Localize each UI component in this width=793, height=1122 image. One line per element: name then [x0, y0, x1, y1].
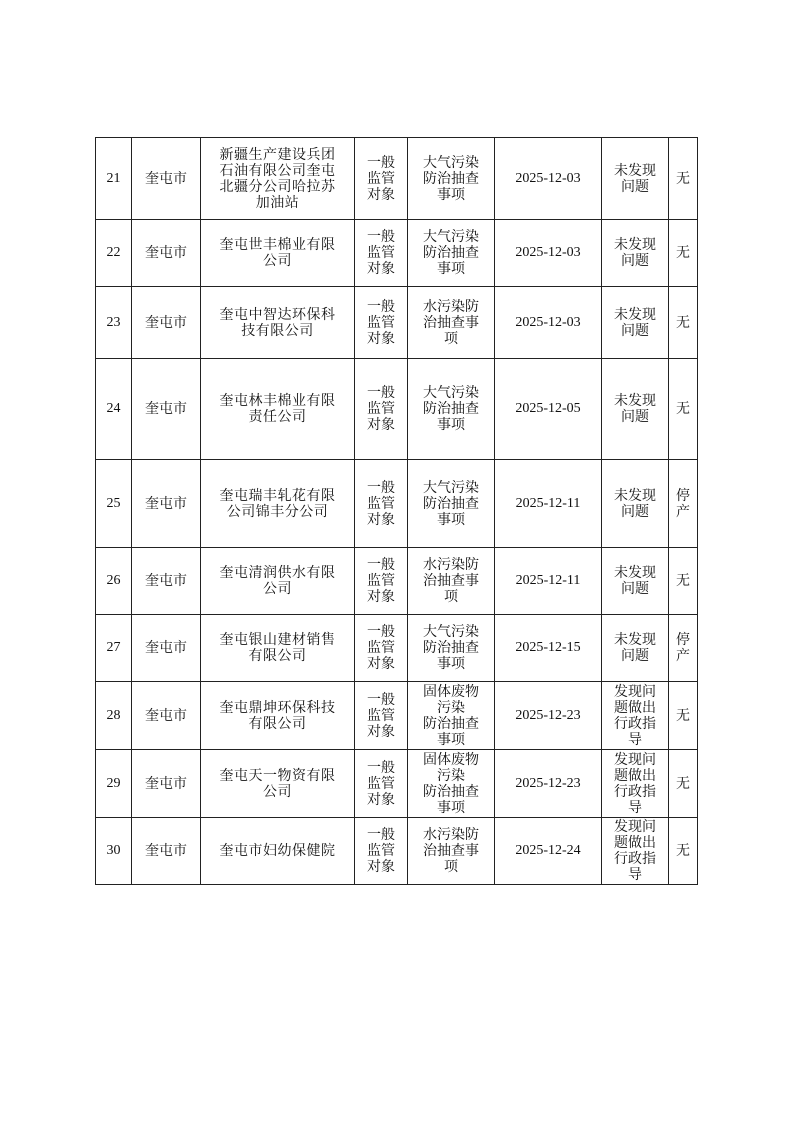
remark-cell: 无 [669, 818, 698, 885]
row-number: 27 [96, 615, 132, 682]
result-cell: 未发现 问题 [602, 548, 669, 615]
inspection-item-cell: 固体废物 污染 防治抽查 事项 [408, 750, 495, 818]
enterprise-cell: 奎屯林丰棉业有限 责任公司 [201, 359, 355, 460]
category-cell: 一般 监管 对象 [355, 287, 408, 359]
city-cell: 奎屯市 [132, 138, 201, 220]
table-row [96, 615, 698, 682]
result-cell: 未发现 问题 [602, 287, 669, 359]
category-cell: 一般 监管 对象 [355, 548, 408, 615]
result-cell: 未发现 问题 [602, 615, 669, 682]
result-cell: 发现问 题做出 行政指 导 [602, 818, 669, 885]
inspection-item-cell: 大气污染 防治抽查 事项 [408, 138, 495, 220]
date-cell: 2025-12-03 [495, 220, 602, 287]
city-cell: 奎屯市 [132, 287, 201, 359]
row-number: 28 [96, 682, 132, 750]
table-row [96, 220, 698, 287]
category-cell: 一般 监管 对象 [355, 682, 408, 750]
remark-cell: 停 产 [669, 460, 698, 548]
table-row [96, 548, 698, 615]
row-number: 26 [96, 548, 132, 615]
table-row [96, 359, 698, 460]
inspection-table [95, 137, 698, 885]
result-cell: 未发现 问题 [602, 138, 669, 220]
enterprise-cell: 新疆生产建设兵团 石油有限公司奎屯 北疆分公司哈拉苏 加油站 [201, 138, 355, 220]
result-cell: 未发现 问题 [602, 460, 669, 548]
inspection-item-cell: 大气污染 防治抽查 事项 [408, 460, 495, 548]
row-number: 22 [96, 220, 132, 287]
result-cell: 发现问 题做出 行政指 导 [602, 750, 669, 818]
category-cell: 一般 监管 对象 [355, 220, 408, 287]
remark-cell: 无 [669, 287, 698, 359]
date-cell: 2025-12-24 [495, 818, 602, 885]
date-cell: 2025-12-05 [495, 359, 602, 460]
inspection-item-cell: 水污染防 治抽查事 项 [408, 287, 495, 359]
category-cell: 一般 监管 对象 [355, 750, 408, 818]
date-cell: 2025-12-03 [495, 287, 602, 359]
inspection-item-cell: 大气污染 防治抽查 事项 [408, 220, 495, 287]
enterprise-cell: 奎屯银山建材销售 有限公司 [201, 615, 355, 682]
table-row [96, 287, 698, 359]
result-cell: 未发现 问题 [602, 220, 669, 287]
result-cell: 未发现 问题 [602, 359, 669, 460]
enterprise-cell: 奎屯瑞丰轧花有限 公司锦丰分公司 [201, 460, 355, 548]
inspection-item-cell: 水污染防 治抽查事 项 [408, 548, 495, 615]
category-cell: 一般 监管 对象 [355, 359, 408, 460]
inspection-item-cell: 大气污染 防治抽查 事项 [408, 615, 495, 682]
remark-cell: 无 [669, 220, 698, 287]
enterprise-cell: 奎屯世丰棉业有限 公司 [201, 220, 355, 287]
enterprise-cell: 奎屯市妇幼保健院 [201, 818, 355, 885]
date-cell: 2025-12-03 [495, 138, 602, 220]
enterprise-cell: 奎屯鼎坤环保科技 有限公司 [201, 682, 355, 750]
city-cell: 奎屯市 [132, 682, 201, 750]
city-cell: 奎屯市 [132, 359, 201, 460]
table-row [96, 460, 698, 548]
date-cell: 2025-12-23 [495, 750, 602, 818]
row-number: 24 [96, 359, 132, 460]
inspection-item-cell: 固体废物 污染 防治抽查 事项 [408, 682, 495, 750]
remark-cell: 停 产 [669, 615, 698, 682]
date-cell: 2025-12-23 [495, 682, 602, 750]
city-cell: 奎屯市 [132, 615, 201, 682]
remark-cell: 无 [669, 138, 698, 220]
result-cell: 发现问 题做出 行政指 导 [602, 682, 669, 750]
inspection-item-cell: 大气污染 防治抽查 事项 [408, 359, 495, 460]
table-row [96, 818, 698, 885]
inspection-item-cell: 水污染防 治抽查事 项 [408, 818, 495, 885]
city-cell: 奎屯市 [132, 750, 201, 818]
enterprise-cell: 奎屯中智达环保科 技有限公司 [201, 287, 355, 359]
table-row [96, 750, 698, 818]
table-row [96, 682, 698, 750]
city-cell: 奎屯市 [132, 548, 201, 615]
city-cell: 奎屯市 [132, 818, 201, 885]
remark-cell: 无 [669, 682, 698, 750]
date-cell: 2025-12-11 [495, 460, 602, 548]
category-cell: 一般 监管 对象 [355, 138, 408, 220]
row-number: 25 [96, 460, 132, 548]
category-cell: 一般 监管 对象 [355, 818, 408, 885]
remark-cell: 无 [669, 359, 698, 460]
table-row [96, 138, 698, 220]
city-cell: 奎屯市 [132, 460, 201, 548]
enterprise-cell: 奎屯清润供水有限 公司 [201, 548, 355, 615]
row-number: 30 [96, 818, 132, 885]
city-cell: 奎屯市 [132, 220, 201, 287]
row-number: 23 [96, 287, 132, 359]
date-cell: 2025-12-15 [495, 615, 602, 682]
row-number: 21 [96, 138, 132, 220]
date-cell: 2025-12-11 [495, 548, 602, 615]
remark-cell: 无 [669, 548, 698, 615]
remark-cell: 无 [669, 750, 698, 818]
enterprise-cell: 奎屯天一物资有限 公司 [201, 750, 355, 818]
category-cell: 一般 监管 对象 [355, 460, 408, 548]
row-number: 29 [96, 750, 132, 818]
category-cell: 一般 监管 对象 [355, 615, 408, 682]
